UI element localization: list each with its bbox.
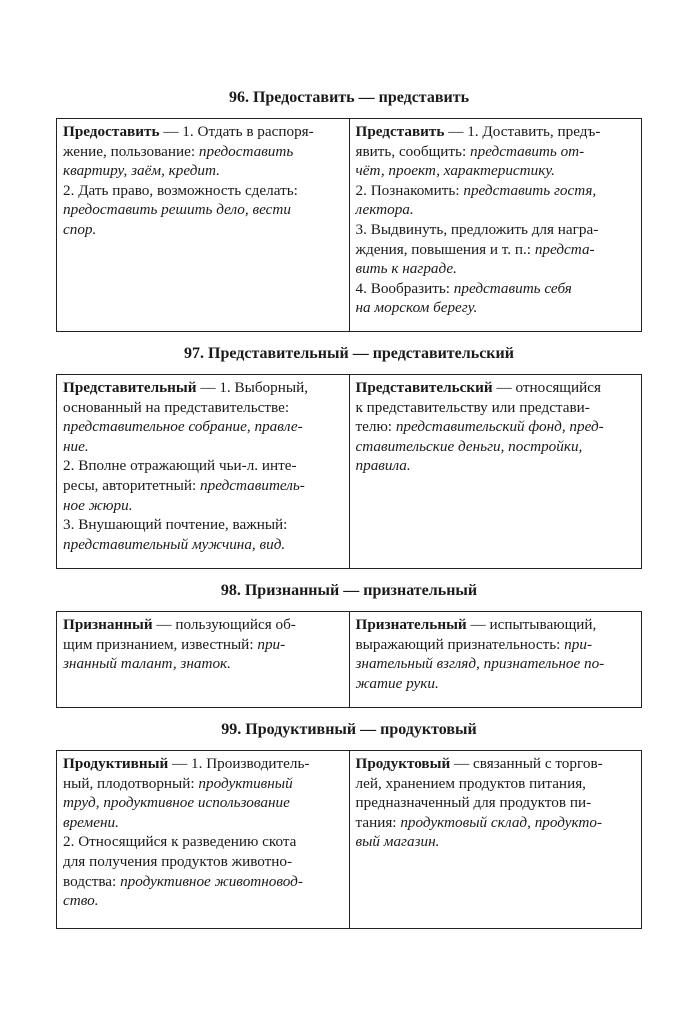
definition-text: телю:: [355, 418, 396, 436]
definition-text: — 1. Отдать в распоря-: [159, 123, 314, 140]
entry-line: [63, 813, 343, 833]
entry-line: [63, 496, 343, 516]
usage-example: знанный талант, знаток.: [63, 655, 231, 673]
usage-example: лектора.: [355, 201, 414, 219]
definition-text: водства:: [63, 872, 121, 890]
entry-line: [356, 793, 636, 813]
entry-term: Представить: [355, 123, 445, 140]
entry-line: [356, 635, 636, 655]
entry-term: Продуктивный: [63, 755, 169, 772]
entry-term: Предоставить: [63, 123, 160, 140]
usage-example: жатие руки.: [355, 674, 439, 692]
entry-line: [356, 754, 636, 774]
usage-example: представительное собрание, правле-: [63, 418, 303, 436]
right-entry: [349, 375, 642, 569]
entry-line: [63, 654, 343, 674]
entry-line: [63, 122, 343, 142]
entry-line: [356, 240, 636, 260]
entry-term: Представительный: [63, 379, 197, 396]
definition-text: — 1. Производитель-: [168, 755, 310, 772]
definition-text: — связанный с торгов-: [450, 755, 603, 772]
entry-line: [63, 476, 343, 496]
entry-line: [63, 535, 343, 555]
entry-line: [63, 437, 343, 457]
entry-line: [356, 654, 636, 674]
usage-example: продуктивный: [198, 774, 293, 792]
entry-line: [63, 378, 343, 398]
entry-line: [63, 417, 343, 437]
usage-example: предста-: [534, 240, 595, 258]
definition-text: явить, сообщить:: [355, 142, 470, 160]
definition-text: выражающий признательность:: [355, 635, 565, 653]
definition-text: — пользующийся об-: [152, 616, 296, 633]
entry-term: Признанный: [63, 616, 153, 633]
definition-text: 2. Познакомить:: [355, 181, 464, 199]
usage-example: квартиру, заём, кредит.: [63, 162, 220, 180]
usage-example: представительский фонд, пред-: [395, 418, 604, 436]
entry-line: [63, 181, 343, 201]
entry-line: [356, 259, 636, 279]
entry-line: [356, 200, 636, 220]
usage-example: труд, продуктивное использование: [63, 794, 290, 812]
dictionary-page: [56, 88, 642, 929]
entry-line: [356, 161, 636, 181]
definition-text: 2. Относящийся к разведению скота: [63, 833, 297, 851]
entry-line: [356, 437, 636, 457]
usage-example: ние.: [63, 437, 89, 455]
left-entry: [57, 375, 350, 569]
definition-text: щим признанием, известный:: [63, 635, 258, 653]
usage-example: представитель-: [200, 476, 305, 494]
usage-example: вый магазин.: [355, 833, 440, 851]
entry-line: [63, 832, 343, 852]
entry-line: [63, 515, 343, 535]
usage-example: вить к награде.: [355, 260, 457, 278]
entry-line: [356, 142, 636, 162]
usage-example: при-: [564, 635, 593, 653]
usage-example: предоставить решить дело, вести: [63, 201, 291, 219]
section-title: 97. Представительный — представительский: [184, 345, 514, 362]
usage-example: правила.: [355, 457, 411, 475]
section-title: 96. Предоставить — представить: [228, 89, 470, 106]
entry-line: [356, 417, 636, 437]
entry-line: [63, 161, 343, 181]
definition-text: — испытывающий,: [466, 616, 597, 633]
entry-term: Продуктовый: [355, 755, 451, 772]
entry-line: [356, 813, 636, 833]
definition-text: к представительству или представи-: [355, 398, 590, 416]
entry-line: [356, 298, 636, 318]
definition-text: 3. Выдвинуть, предложить для награ-: [355, 220, 599, 238]
entry-line: [356, 774, 636, 794]
definition-text: ный, плодотворный:: [63, 774, 199, 792]
entry-line: [63, 754, 343, 774]
definition-text: предназначенный для продуктов пи-: [355, 794, 592, 812]
usage-example: на морском берегу.: [355, 299, 478, 317]
usage-example: продуктивное животновод-: [120, 872, 303, 890]
entry-line: [63, 142, 343, 162]
entry-line: [63, 891, 343, 911]
entry-line: [63, 635, 343, 655]
definition-text: ждения, повышения и т. п.:: [355, 240, 535, 258]
entry-table: [56, 374, 642, 569]
entry-line: [356, 220, 636, 240]
usage-example: представить гостя,: [463, 181, 597, 199]
entry-line: [63, 456, 343, 476]
definition-text: жение, пользование:: [63, 142, 199, 160]
entry-table: [56, 118, 642, 332]
section-title: 98. Признанный — признательный: [220, 582, 478, 599]
left-entry: [57, 119, 350, 332]
definition-text: основанный на представительстве:: [63, 398, 290, 416]
usage-example: предоставить: [198, 142, 294, 160]
definition-text: 4. Вообразить:: [355, 279, 454, 297]
left-entry: [57, 751, 350, 929]
usage-example: ставительские деньги, постройки,: [355, 437, 583, 455]
usage-example: представительный мужчина, вид.: [63, 535, 286, 553]
entry-table: [56, 611, 642, 708]
entry-line: [356, 674, 636, 694]
definition-text: ресы, авторитетный:: [63, 476, 201, 494]
usage-example: представить себя: [453, 279, 572, 297]
entry-line: [356, 832, 636, 852]
usage-example: ное жюри.: [63, 496, 133, 514]
entry-line: [356, 615, 636, 635]
usage-example: времени.: [63, 813, 119, 831]
entry-line: [356, 279, 636, 299]
usage-example: при-: [257, 635, 286, 653]
usage-example: чёт, проект, характеристику.: [355, 162, 555, 180]
definition-text: тания:: [355, 813, 401, 831]
entry-line: [356, 378, 636, 398]
entry-line: [63, 872, 343, 892]
entry-line: [63, 774, 343, 794]
usage-example: представить от-: [470, 142, 585, 160]
entry-term: Признательный: [355, 616, 467, 633]
entry-line: [356, 398, 636, 418]
definition-text: — 1. Выборный,: [196, 379, 309, 396]
definition-text: 2. Вполне отражающий чьи-л. инте-: [63, 457, 297, 475]
entry-line: [63, 398, 343, 418]
definition-text: 2. Дать право, возможность сделать:: [63, 181, 298, 199]
definition-text: для получения продуктов животно-: [63, 852, 293, 870]
right-entry: [349, 612, 642, 708]
usage-example: знательный взгляд, признательное по-: [355, 655, 605, 673]
entry-line: [63, 615, 343, 635]
right-entry: [349, 751, 642, 929]
entry-line: [63, 220, 343, 240]
entry-line: [63, 852, 343, 872]
entry-line: [356, 122, 636, 142]
entry-table: [56, 750, 642, 929]
entry-line: [63, 793, 343, 813]
entry-line: [63, 200, 343, 220]
definition-text: — относящийся: [492, 379, 601, 396]
section-title: 99. Продуктивный — продуктовый: [221, 721, 477, 738]
entry-line: [356, 181, 636, 201]
right-entry: [349, 119, 642, 332]
usage-example: продуктовый склад, продукто-: [400, 813, 603, 831]
usage-example: ство.: [63, 892, 99, 910]
definition-text: лей, хранением продуктов питания,: [355, 774, 586, 792]
definition-text: — 1. Доставить, предъ-: [444, 123, 601, 140]
definition-text: 3. Внушающий почтение, важный:: [63, 516, 288, 534]
usage-example: спор.: [63, 220, 97, 238]
entry-term: Представительский: [355, 379, 493, 396]
left-entry: [57, 612, 350, 708]
entry-line: [356, 456, 636, 476]
